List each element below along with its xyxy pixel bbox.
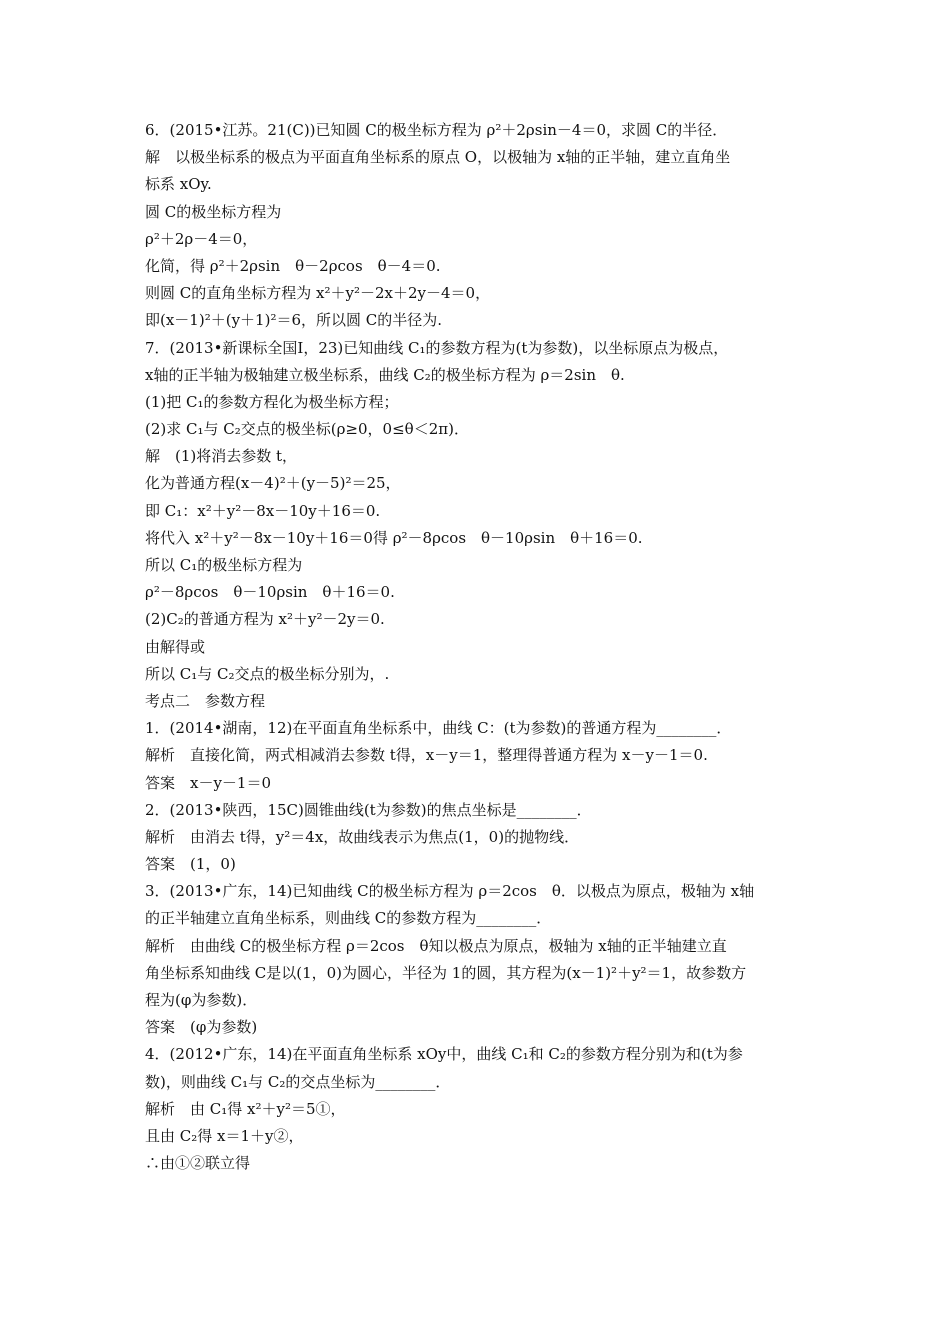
text-line: 则圆 C的直角坐标方程为 x²＋y²－2x＋2y－4＝0，: [145, 284, 491, 303]
text-line: 程为(φ为参数)．: [145, 991, 258, 1009]
text-line: 圆 C的极坐标方程为: [145, 202, 282, 221]
text-line: 解析 直接化简，两式相减消去参数 t得，x－y＝1，整理得普通方程为 x－y－1＝0.: [145, 746, 708, 765]
text-line: 解析 由消去 t得，y²＝4x，故曲线表示为焦点(1，0)的抛物线．: [145, 827, 580, 846]
text-line: 将代入 x²＋y²－8x－10y＋16＝0得 ρ²－8ρcos θ－10ρsin θ＋16＝0.: [145, 528, 643, 547]
text-line: (2)C₂的普通方程为 x²＋y²－2y＝0.: [145, 610, 385, 629]
text-line: 由解得或: [145, 637, 206, 656]
text-line: 所以 C₁的极坐标方程为: [145, 556, 303, 574]
text-line: 数)，则曲线 C₁与 C₂的交点坐标为________．: [145, 1072, 451, 1091]
text-line: 2．(2013•陕西，15C)圆锥曲线(t为参数)的焦点坐标是________．: [145, 800, 592, 819]
text-line: 解析 由曲线 C的极坐标方程 ρ＝2cos θ知以极点为原点，极轴为 x轴的正半轴建立直: [145, 936, 727, 955]
text-line: 角坐标系知曲线 C是以(1，0)为圆心，半径为 1的圆，其方程为(x－1)²＋y²＝1，故参数方: [145, 963, 747, 982]
text-line: 答案 (1，0): [145, 855, 236, 874]
section-heading: 考点二 参数方程: [145, 691, 266, 710]
text-line: 且由 C₂得 x＝1＋y②，: [145, 1126, 304, 1145]
text-line: 化简，得 ρ²＋2ρsin θ－2ρcos θ－4＝0.: [145, 256, 441, 275]
text-line: 即(x－1)²＋(y＋1)²＝6，所以圆 C的半径为.: [145, 311, 443, 330]
text-line: 即 C₁：x²＋y²－8x－10y＋16＝0.: [145, 501, 381, 520]
text-line: ρ²＋2ρ－4＝0，: [145, 229, 258, 248]
text-line: x轴的正半轴为极轴建立极坐标系，曲线 C₂的极坐标方程为 ρ＝2sin θ.: [145, 365, 625, 384]
text-line: 解 (1)将消去参数 t，: [145, 447, 298, 466]
text-line: ∴由①②联立得: [145, 1154, 251, 1173]
text-line: 标系 xOy.: [145, 175, 212, 194]
text-line: (2)求 C₁与 C₂交点的极坐标(ρ≥0，0≤θ＜2π)．: [145, 420, 469, 439]
text-line: 答案 (φ为参数): [145, 1018, 258, 1037]
text-line: (1)把 C₁的参数方程化为极坐标方程；: [145, 392, 399, 411]
text-line: 1．(2014•湖南，12)在平面直角坐标系中，曲线 C：(t为参数)的普通方程为________．: [145, 719, 732, 738]
text-line: 4．(2012•广东，14)在平面直角坐标系 xOy中，曲线 C₁和 C₂的参数方程分别为和(t为参: [145, 1045, 743, 1064]
text-line: 7．(2013•新课标全国Ⅰ，23)已知曲线 C₁的参数方程为(t为参数)，以坐标原点为极点，: [145, 338, 729, 357]
text-line: 化为普通方程(x－4)²＋(y－5)²＝25，: [145, 474, 401, 493]
text-line: 解析 由 C₁得 x²＋y²＝5①，: [145, 1099, 346, 1118]
text-line: 所以 C₁与 C₂交点的极坐标分别为，.: [145, 664, 390, 683]
text-line: ρ²－8ρcos θ－10ρsin θ＋16＝0.: [145, 583, 395, 602]
text-line: 的正半轴建立直角坐标系，则曲线 C的参数方程为________．: [145, 909, 552, 928]
text-line: 答案 x－y－1＝0: [145, 773, 272, 792]
text-line: 解 以极坐标系的极点为平面直角坐标系的原点 O，以极轴为 x轴的正半轴，建立直角坐: [145, 148, 731, 167]
document-body: [145, 117, 825, 1177]
text-line: 3．(2013•广东，14)已知曲线 C的极坐标方程为 ρ＝2cos θ．以极点为原点，极轴为 x轴: [145, 882, 755, 901]
text-line: 6．(2015•江苏。21(C))已知圆 C的极坐标方程为 ρ²＋2ρsin－4＝0，求圆 C的半径．: [145, 121, 728, 139]
